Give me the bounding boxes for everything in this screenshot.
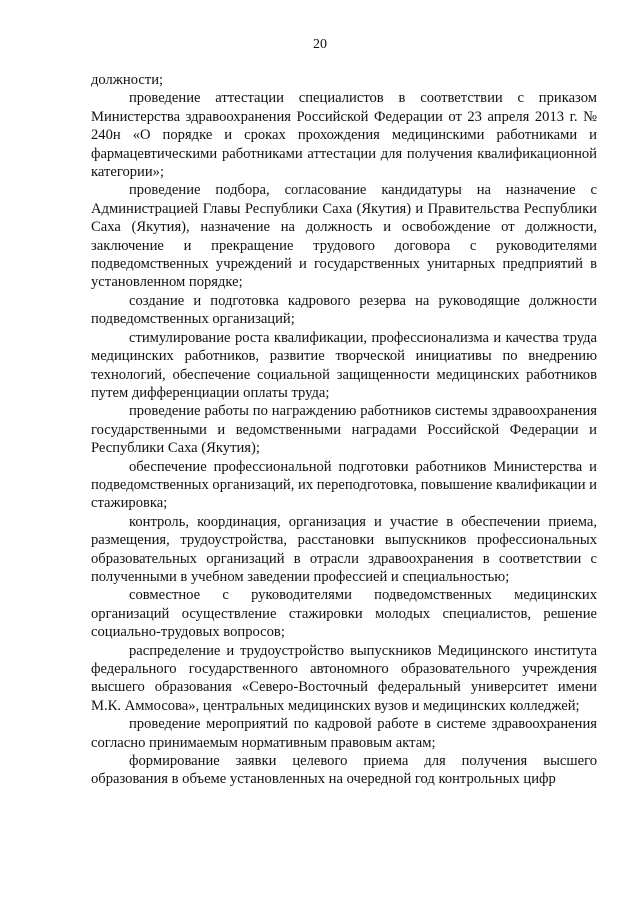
paragraph-reserve: создание и подготовка кадрового резерва на руководящие должности подведомственных организаций; xyxy=(91,292,597,328)
paragraph-target-admission: формирование заявки целевого приема для получения высшего образования в объеме установленных на очередной год контрольных цифр xyxy=(91,753,597,788)
paragraph-graduates-control: контроль, координация, организация и участие в обеспечении приема, размещения, трудоустройства, расстановки выпускников профессиональных образовательных организаций в отрасли здравоохранения в соответствии с полученными в учебном заведении профессией и специальностью; xyxy=(91,513,597,585)
paragraph-hr-activities: проведение мероприятий по кадровой работе в системе здравоохранения согласно принимаемым нормативным правовым актам; xyxy=(91,716,597,751)
document-body xyxy=(91,71,597,789)
paragraph-continuation: должности; xyxy=(91,72,164,88)
paragraph-awards: проведение работы по награждению работников системы здравоохранения государственными и ведомственными наградами Российской Федерации и Республики Саха (Якутия); xyxy=(91,403,597,457)
paragraph-attestation: проведение аттестации специалистов в соответствии с приказом Министерства здравоохранения Российской Федерации от 23 апреля 2013 г. № 240н «О порядке и сроках прохождения медицинскими работниками и фармацевтическими работниками аттестации для получения квалификационной категории»; xyxy=(91,90,597,181)
paragraph-distribution: распределение и трудоустройство выпускников Медицинского института федерального государственного автономного образовательного учреждения высшего образования «Северо-Восточный федеральный университет имени М.К. Аммосова», центральных медицинских вузов и медицинских колледжей; xyxy=(91,642,597,714)
paragraph-selection: проведение подбора, согласование кандидатуры на назначение с Администрацией Главы Республики Саха (Якутия) и Правительства Республики Саха (Якутия), назначение на должность и освобождение от должности, заключение и прекращение трудового договора с руководителями подведомственных учреждений и государственных унитарных предприятий в установленном порядке; xyxy=(91,182,597,291)
paragraph-internship: совместное с руководителями подведомственных медицинских организаций осуществление стажировки молодых специалистов, решение социально-трудовых вопросов; xyxy=(91,587,597,641)
paragraph-stimulation: стимулирование роста квалификации, профессионализма и качества труда медицинских работников, развитие творческой инициативы по внедрению технологий, обеспечение социальной защищенности медицинских работников путем дифференциации оплаты труда; xyxy=(91,329,597,401)
page-number: 20 xyxy=(313,37,327,52)
paragraph-training: обеспечение профессиональной подготовки работников Министерства и подведомственных организаций, их переподготовка, повышение квалификации и стажировка; xyxy=(91,458,597,512)
